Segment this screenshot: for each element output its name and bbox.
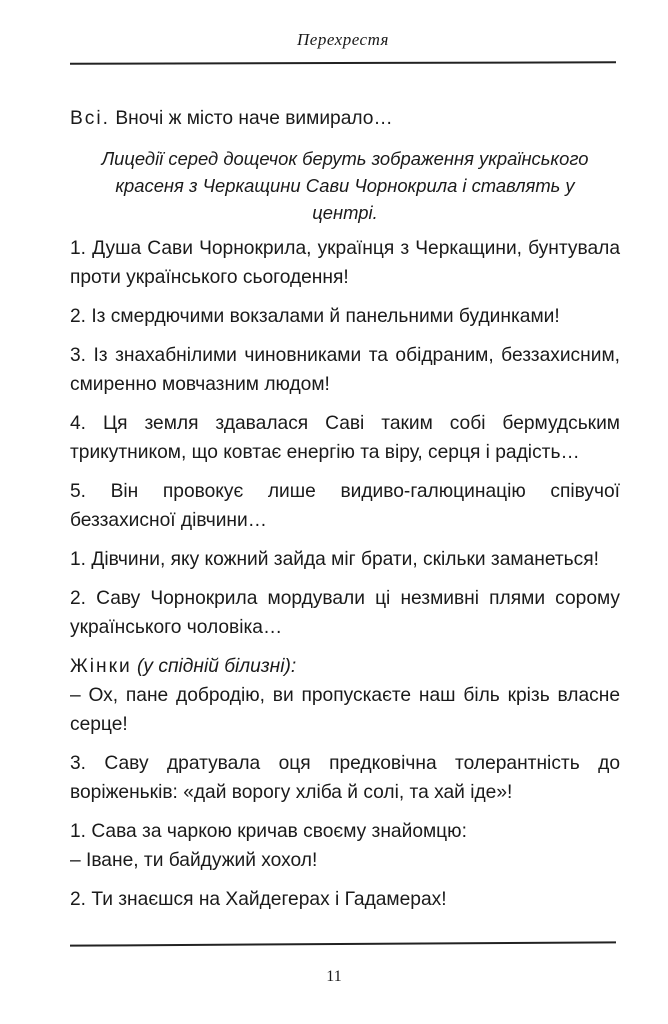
line-6: 1. Дівчини, яку кожний зайда міг брати, скільки заманеться! (70, 549, 599, 570)
line-9: 1. Сава за чаркою кричав своєму знайомцю: (70, 821, 467, 842)
opening-line-text: Вночі ж місто наче вимирало… (115, 108, 393, 129)
women-stage-note: (у спідній білизні): (137, 656, 297, 677)
line-7: 2. Саву Чорнокрила мордували ці незмивні плями сорому українського чоловіка… (70, 588, 620, 638)
speaker-women: Жінки (70, 656, 132, 677)
line-8: 3. Саву дратувала оця предковічна толерантність до воріженьків: «дай ворогу хліба й солі, та хай іде»! (70, 753, 620, 803)
footer-rule (70, 941, 616, 946)
speaker-all: Всі. (70, 108, 110, 129)
line-5: 5. Він провокує лише видиво-галюцинацію співучої беззахисної дівчини… (70, 481, 620, 531)
running-title: Перехрестя (297, 30, 389, 49)
page-body (70, 104, 620, 924)
line-2: 2. Із смердючими вокзалами й панельними будинками! (70, 306, 560, 327)
opening-line (70, 104, 620, 133)
line-4: 4. Ця земля здавалася Саві таким собі бермудським трикутником, що ковтає енергію та віру, серця і радість… (70, 413, 620, 463)
page-number: 11 (326, 968, 342, 985)
line-9-quote: – Іване, ти байдужий хохол! (70, 850, 318, 871)
stage-direction: Лицедії серед дощечок беруть зображення українського красеня з Черкащини Сави Чорнокрила і ставлять у центрі. (101, 148, 589, 223)
line-1: 1. Душа Сави Чорнокрила, українця з Черкащини, бунтувала проти українського сьогодення! (70, 238, 620, 288)
line-3: 3. Із знахабнілими чиновниками та обідраним, беззахисним, смиренно мовчазним людом! (70, 345, 620, 395)
women-line: – Ох, пане добродію, ви пропускаєте наш біль крізь власне серце! (70, 685, 620, 735)
line-10: 2. Ти знаєшся на Хайдегерах і Гадамерах! (70, 889, 447, 910)
header-rule (70, 61, 616, 64)
women-speaker-line (70, 652, 620, 681)
